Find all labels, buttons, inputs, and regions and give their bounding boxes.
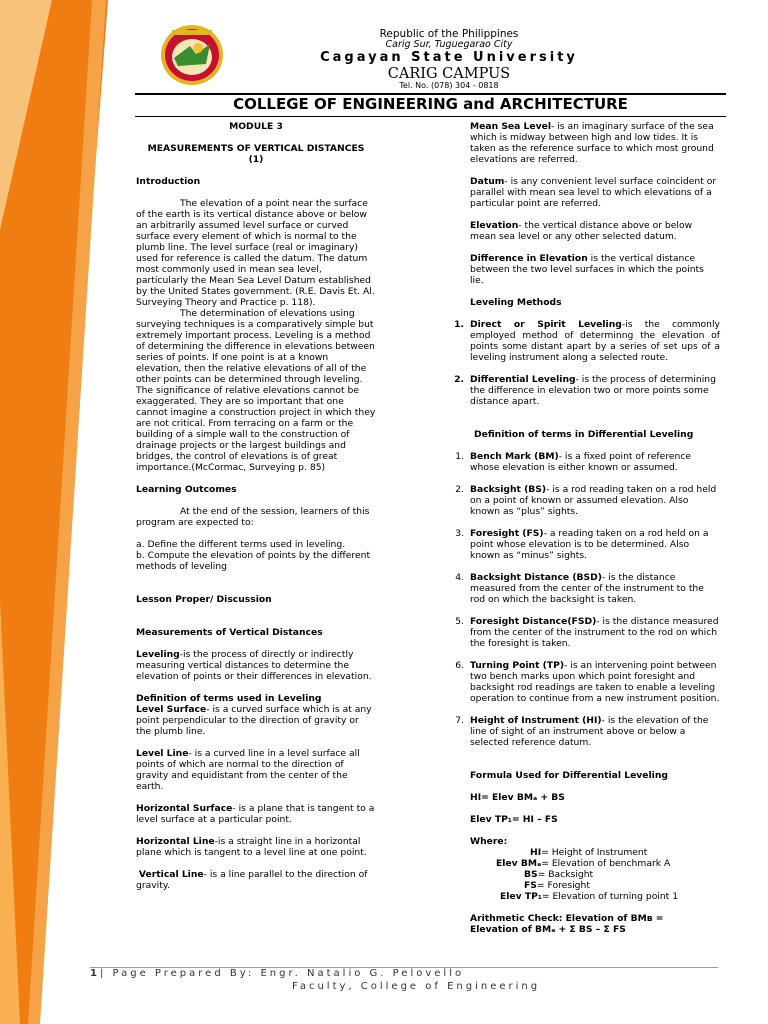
term: Datum: [470, 176, 505, 187]
learning-outcome-b: b. Compute the elevation of points by the different methods of leveling: [136, 550, 371, 572]
term: Mean Sea Level: [470, 121, 552, 132]
horizontal-surface-definition: [136, 803, 376, 825]
introduction-paragraph-2: The determination of elevations using surveying techniques is a comparatively simple but extremely important process. Leveling is a method of determining the difference in elevations between series of points. If one point is at a known elevation, then the relative elevations of all of the other points can be determined through leveling. The significance of relative elevations cannot be exaggerated. They are so important that one cannot imagine a construction project in which they are not critical. From terracing on a farm or the building of a simple wall to the construction of drainage projects or the largest buildings and bridges, the control of elevations is of great importance.(McCormac, Surveying p. 85): [136, 308, 376, 473]
definition: -is the process of directly or indirectly measuring vertical distances to determine the elevation of points or their differences in elevation.: [136, 649, 372, 682]
term: Bench Mark (BM): [470, 451, 559, 462]
learning-outcome-a: a. Define the different terms used in leveling.: [136, 539, 346, 550]
header-republic: Republic of the Philippines: [379, 28, 519, 40]
definition: - is any convenient level surface coincident or parallel with mean sea level to which elevations of a particular point are referred.: [470, 176, 717, 209]
leveling-definition: [136, 649, 376, 682]
item-number: 1.: [455, 451, 464, 462]
formula-heading: Formula Used for Differential Leveling: [470, 770, 668, 781]
item-number: 3.: [455, 528, 464, 539]
term: Backsight Distance (BSD): [470, 572, 602, 583]
arithmetic-check-line-2: Elevation of BMₐ + Σ BS – Σ FS: [470, 924, 626, 935]
elevation-definition: [470, 220, 720, 242]
definition: - is the process of determining the difference in elevation two or more points some distance apart.: [470, 374, 716, 407]
definition: - is the distance measured from the center of the instrument to the rod on which the foresight is taken.: [470, 616, 719, 649]
term: Level Line: [136, 748, 189, 759]
module-label: MODULE 3: [229, 121, 283, 132]
page-number: 1: [90, 968, 100, 979]
introduction-paragraph-1: The elevation of a point near the surface of the earth is its vertical distance above or below an arbitrarily assumed level surface or curved surface every element of which is normal to the plumb line. The level surface (real or imaginary) used for reference is called the datum. The datum most commonly used in mean sea level, particularly the Mean Sea Level Datum established by the United States government. (R.E. Davis Et. Al. Surveying Theory and Practice p. 118).: [136, 198, 375, 308]
measurements-heading: Measurements of Vertical Distances: [136, 627, 323, 638]
term: Elevation: [470, 220, 519, 231]
learning-outcomes-heading: Learning Outcomes: [136, 484, 237, 495]
symbol: Elev TP₁: [500, 891, 542, 902]
definition: - is a line parallel to the direction of gravity.: [136, 869, 368, 891]
definition: - a reading taken on a rod held on a point whose elevation is to be determined. Also known as “minus” sights.: [470, 528, 709, 561]
module-title: MEASUREMENTS OF VERTICAL DISTANCES: [147, 143, 365, 154]
definition: - is a plane that is tangent to a level surface at a particular point.: [136, 803, 375, 825]
term-item: [455, 660, 720, 704]
formula-height-of-instrument: HI= Elev BMₐ + BS: [470, 792, 565, 803]
term: Difference in Elevation: [470, 253, 588, 264]
symbol: BS: [524, 869, 538, 880]
term: Leveling: [136, 649, 180, 660]
footer-author: | Page Prepared By: Engr. Natalio G. Pelovello: [99, 968, 465, 979]
college-title: COLLEGE OF ENGINEERING and ARCHITECTURE: [233, 95, 628, 113]
where-item: [470, 858, 720, 869]
differential-terms-heading: Definition of terms in Differential Leveling: [474, 429, 694, 440]
item-number: 6.: [455, 660, 464, 671]
definition: - is an imaginary surface of the sea which is midway between high and low tides. It is taken as the reference surface to which most ground elevations are referred.: [470, 121, 714, 165]
learning-outcomes-intro: At the end of the session, learners of this program are expected to:: [136, 506, 370, 528]
left-column: [136, 121, 376, 891]
definition: is the vertical distance between the two level surfaces in which the points lie.: [470, 253, 704, 286]
mean-sea-level-definition: [470, 121, 720, 165]
symbol: Elev BMₐ: [496, 858, 542, 869]
datum-definition: [470, 176, 720, 209]
where-item: [470, 891, 720, 902]
symbol: HI: [530, 847, 542, 858]
definitions-heading: Definition of terms used in Leveling: [136, 693, 322, 704]
meaning: = Height of Instrument: [541, 847, 648, 858]
term: Horizontal Surface: [136, 803, 233, 814]
term-item: [455, 528, 720, 561]
meaning: = Backsight: [537, 869, 594, 880]
definition: - is a fixed point of reference whose elevation is either known or assumed.: [470, 451, 692, 473]
where-item: [470, 847, 720, 858]
item-number: 2.: [454, 374, 464, 385]
meaning: = Foresight: [536, 880, 590, 891]
meaning: = Elevation of turning point 1: [541, 891, 679, 902]
definition: - the vertical distance above or below mean sea level or any other selected datum.: [470, 220, 693, 242]
term: Vertical Line: [138, 869, 204, 880]
item-number: 7.: [455, 715, 464, 726]
term: Turning Point (TP): [470, 660, 565, 671]
term: Differential Leveling: [470, 374, 576, 385]
leveling-methods-heading: Leveling Methods: [470, 297, 562, 308]
horizontal-line-definition: [136, 836, 376, 858]
term: Foresight Distance(FSD): [470, 616, 597, 627]
term-item: [455, 484, 720, 517]
footer-affiliation: Faculty, College of Engineering: [292, 981, 541, 992]
item-number: 2.: [455, 484, 464, 495]
college-rule: [135, 116, 726, 117]
term: Horizontal Line: [136, 836, 215, 847]
item-number: 4.: [455, 572, 464, 583]
level-surface-definition: [136, 704, 376, 737]
right-column: [454, 121, 720, 935]
definition: - is an intervening point between two bench marks upon which point foresight and backsight rod readings are taken to enable a leveling operation to continue from a new instrument position.: [470, 660, 720, 704]
definition: - is the distance measured from the center of the instrument to the rod on which the backsight is taken.: [470, 572, 704, 605]
where-item: [470, 880, 720, 891]
term-item: [455, 616, 720, 649]
item-number: 1.: [454, 319, 464, 330]
term-item: [455, 715, 720, 748]
definition: -is the commonly employed method of determinng the elevation of points some distant apart by a series of set ups of a leveling instrument along a selected route.: [470, 319, 720, 363]
where-label: Where:: [470, 836, 508, 847]
term: Foresight (FS): [470, 528, 544, 539]
definition: - is the elevation of the line of sight of an instrument above or below a selected reference datum.: [470, 715, 709, 748]
method-item: [454, 319, 720, 363]
module-title-part: (1): [248, 154, 264, 165]
term: Level Surface: [136, 704, 207, 715]
definition: - is a curved surface which is at any point perpendicular to the direction of gravity or the plumb line.: [136, 704, 372, 737]
header-telephone: Tel. No. (078) 304 - 0818: [399, 81, 499, 90]
introduction-heading: Introduction: [136, 176, 201, 187]
term-item: [455, 572, 720, 605]
term: Backsight (BS): [470, 484, 547, 495]
vertical-line-definition: [136, 869, 376, 891]
definition: -is a straight line in a horizontal plane which is tangent to a level line at one point.: [136, 836, 367, 858]
orange-stripes-decoration: [0, 0, 130, 1024]
meaning: = Elevation of benchmark A: [541, 858, 671, 869]
where-item: [470, 869, 720, 880]
difference-in-elevation-definition: [470, 253, 720, 286]
symbol: FS: [524, 880, 537, 891]
header-address: Carig Sur, Tuguegarao City: [385, 39, 513, 50]
item-number: 5.: [455, 616, 464, 627]
header-university: Cagayan State University: [320, 50, 578, 65]
header-campus: CARIG CAMPUS: [387, 66, 511, 82]
definition: - is a curved line in a level surface all points of which are normal to the direction of gravity and equidistant from the center of the earth.: [136, 748, 360, 792]
definition: - is a rod reading taken on a rod held on a point of known or assumed elevation. Also known as “plus” sights.: [470, 484, 717, 517]
formula-turning-point: Elev TP₁= HI – FS: [470, 814, 558, 825]
term: Height of Instrument (HI): [470, 715, 602, 726]
term-item: [455, 451, 720, 473]
arithmetic-check-line-1: Arithmetic Check: Elevation of BMʙ =: [470, 913, 664, 924]
method-item: [454, 374, 720, 407]
term: Direct or Spirit Leveling: [470, 319, 622, 330]
lesson-heading: Lesson Proper/ Discussion: [136, 594, 272, 605]
footer-prepared-by: [90, 968, 464, 979]
level-line-definition: [136, 748, 376, 792]
